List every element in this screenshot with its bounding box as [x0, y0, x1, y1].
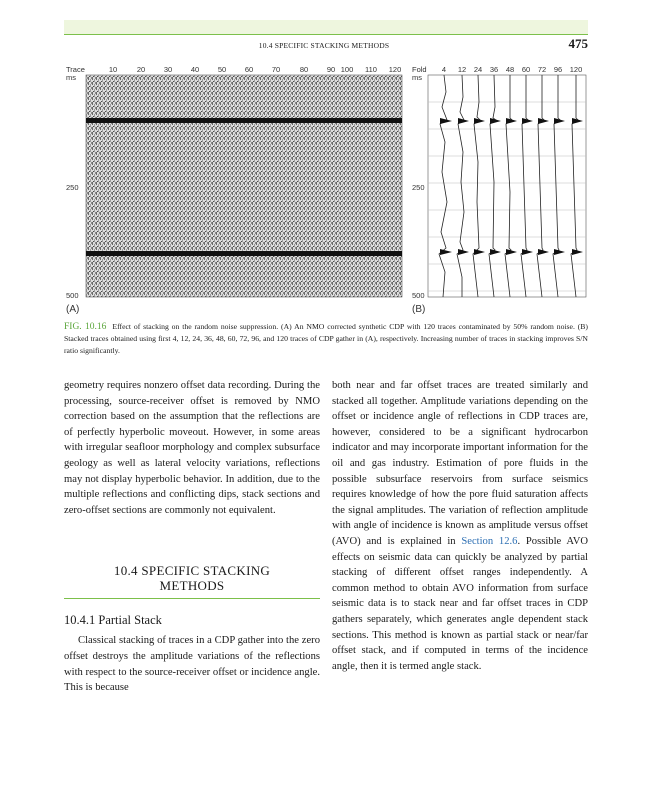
- fold-tick: 60: [521, 65, 531, 74]
- panel-a-axis-label: Trace: [66, 65, 85, 74]
- panel-b-axis-label: Fold: [412, 65, 427, 74]
- fold-tick: 24: [473, 65, 483, 74]
- section-rule: [64, 598, 320, 599]
- panel-b-unit-label: ms: [412, 73, 422, 82]
- figure-caption: [64, 321, 588, 357]
- panel-a-time-tick: 250: [66, 183, 79, 192]
- fold-tick: 72: [537, 65, 547, 74]
- body-paragraph: geometry requires nonzero offset data recording. During the processing, source-receiver offset is removed by NMO correction based on the assumption that the reflections are of perfectly hyperbolic moveout. However, in some areas with irregular seafloor morphology and complex subsurface geology as well as lateral velocity variations, reflections may not display hyperbolic behavior. In addition, due to the multiple reflections and conflicting dips, stack sections and zero-offset sections are commonly not equivalent.: [64, 380, 320, 516]
- panel-a-unit-label: ms: [66, 73, 76, 82]
- fold-tick: 120: [569, 65, 583, 74]
- panel-b-time-tick: 250: [412, 183, 425, 192]
- trace-tick: 80: [299, 65, 309, 74]
- trace-tick: 50: [217, 65, 227, 74]
- trace-tick: 60: [244, 65, 254, 74]
- trace-tick: 40: [190, 65, 200, 74]
- fold-tick: 48: [505, 65, 515, 74]
- caption-text: Effect of stacking on the random noise suppression. (A) An NMO corrected synthetic CDP with 120 traces contaminated by 50% random noise. (B) Stacked traces obtained using first 4, 12, 24, 36, 48, 60, 72, 96, and 120 traces of CDP gather in (A), respectively. Increasing number of traces in stacking improves S/N ratio significantly.: [64, 322, 588, 355]
- page-number: 475: [568, 36, 588, 51]
- trace-tick: 30: [163, 65, 173, 74]
- figure-10-16: [64, 62, 588, 320]
- section-heading-line1: 10.4 SPECIFIC STACKING: [113, 563, 271, 579]
- panel-a-time-tick: 500: [66, 291, 79, 300]
- section-link[interactable]: Section 12.6: [461, 535, 518, 547]
- trace-tick: 110: [365, 65, 377, 74]
- trace-tick: 100: [340, 65, 354, 74]
- body-text: . Possible AVO effects on seismic data can quickly be analyzed by partial stacking of different offset ranges independently. A common method to obtain AVO information from surface seismic data is to stack near and far offset traces in CDP gathers separately, which generates angle dependent stack sections. This method is known as partial stack or near/far offset stack, and if computed in terms of the incidence angle, then it is termed angle stack.: [332, 535, 589, 672]
- right-column: [332, 378, 588, 674]
- trace-tick: 120: [388, 65, 402, 74]
- panel-a: [66, 65, 402, 315]
- section-heading-line2: METHODS: [159, 578, 225, 594]
- trace-tick: 10: [108, 65, 118, 74]
- reflection-event-a2: [86, 251, 402, 256]
- stacked-traces-area: [428, 75, 586, 297]
- body-paragraph: [332, 378, 588, 674]
- header-rule: [64, 34, 588, 35]
- header-band: [64, 20, 588, 34]
- panel-b-time-tick: 500: [412, 291, 425, 300]
- fold-tick: 36: [489, 65, 499, 74]
- panel-b-letter: (B): [412, 304, 426, 315]
- noisy-cdp-gather: [86, 75, 402, 297]
- figure-label: FIG. 10.16: [64, 322, 107, 332]
- trace-tick: 90: [326, 65, 336, 74]
- body-text: both near and far offset traces are treated similarly and stacked all together. Amplitude variations depending on the offset or incidence angle of reflections in CDP traces are, however, considered to be a significant hydrocarbon indicator and may incorporate important information for the oil and gas industry. Estimation of pore fluids in the possible subsurface reservoirs from surface seismics requires knowledge of how the pore fluid saturation affects the signal amplitudes. The variation of reflection amplitude with angle of incidence is known as amplitude versus offset (AVO) and is explained in: [332, 380, 588, 547]
- trace-tick: 70: [271, 65, 281, 74]
- section-heading: [64, 563, 320, 593]
- panel-a-letter: (A): [66, 304, 80, 315]
- left-column: [64, 378, 320, 696]
- running-head: 10.4 SPECIFIC STACKING METHODS: [258, 41, 390, 50]
- panel-b: [412, 65, 586, 315]
- fold-tick: 4: [441, 65, 447, 74]
- subsection-heading: 10.4.1 Partial Stack: [64, 613, 162, 628]
- fold-tick: 96: [553, 65, 563, 74]
- body-paragraph: Classical stacking of traces in a CDP gather into the zero offset destroys the amplitude variations of the reflections with respect to the source-receiver offset or incidence angle. This is because: [64, 635, 320, 694]
- fold-tick: 12: [457, 65, 467, 74]
- reflection-event-a1: [86, 118, 402, 123]
- trace-tick: 20: [136, 65, 146, 74]
